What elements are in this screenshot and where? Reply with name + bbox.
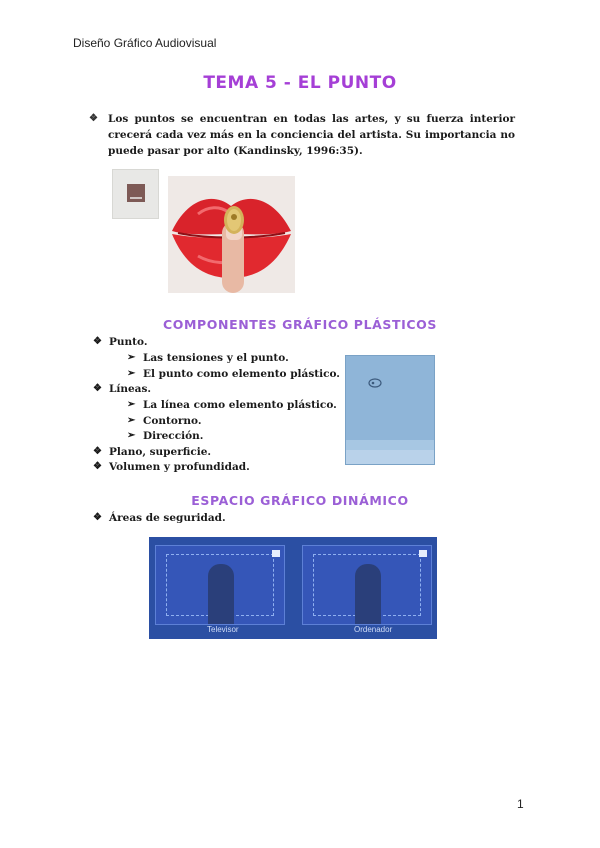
arrow-bullet-icon: ➢ xyxy=(127,430,136,441)
arrow-bullet-icon: ➢ xyxy=(127,399,136,410)
safety-areas-photo xyxy=(149,537,437,639)
kandinsky-quote xyxy=(89,111,515,159)
page-header: Diseño Gráfico Audiovisual xyxy=(73,36,217,50)
section-title-dynamic-space: ESPACIO GRÁFICO DINÁMICO xyxy=(191,493,409,508)
diamond-bullet-icon: ❖ xyxy=(93,336,102,347)
page-title: TEMA 5 - EL PUNTO xyxy=(203,73,397,93)
quote-text: Los puntos se encuentran en todas las artes, y su fuerza interior crecerá cada vez más en la conciencia del artista. Su importancia no puede pasar por alto (Kandinsky, 1996:35). xyxy=(108,113,515,157)
computer-label: Ordenador xyxy=(354,625,393,634)
book-cover-image xyxy=(345,355,435,465)
quote-bullet-icon: ❖ xyxy=(89,113,98,124)
diamond-bullet-icon: ❖ xyxy=(93,383,102,394)
presenter-silhouette xyxy=(208,564,234,624)
diamond-bullet-icon: ❖ xyxy=(93,461,102,472)
arrow-bullet-icon: ➢ xyxy=(127,352,136,363)
arrow-bullet-icon: ➢ xyxy=(127,415,136,426)
tv-screen-image xyxy=(155,545,285,625)
computer-screen-image xyxy=(302,545,432,625)
arrow-bullet-icon: ➢ xyxy=(127,368,136,379)
lips-pill-photo xyxy=(168,176,295,293)
diamond-bullet-icon: ❖ xyxy=(93,512,102,523)
presenter-silhouette xyxy=(355,564,381,624)
book-logo-icon xyxy=(368,378,382,388)
page-number: 1 xyxy=(517,797,524,811)
point-thumbnail-image xyxy=(112,169,159,219)
lips-illustration xyxy=(168,176,295,293)
diamond-bullet-icon: ❖ xyxy=(93,446,102,457)
tv-label: Televisor xyxy=(207,625,239,634)
section-title-components: COMPONENTES GRÁFICO PLÁSTICOS xyxy=(163,317,437,332)
